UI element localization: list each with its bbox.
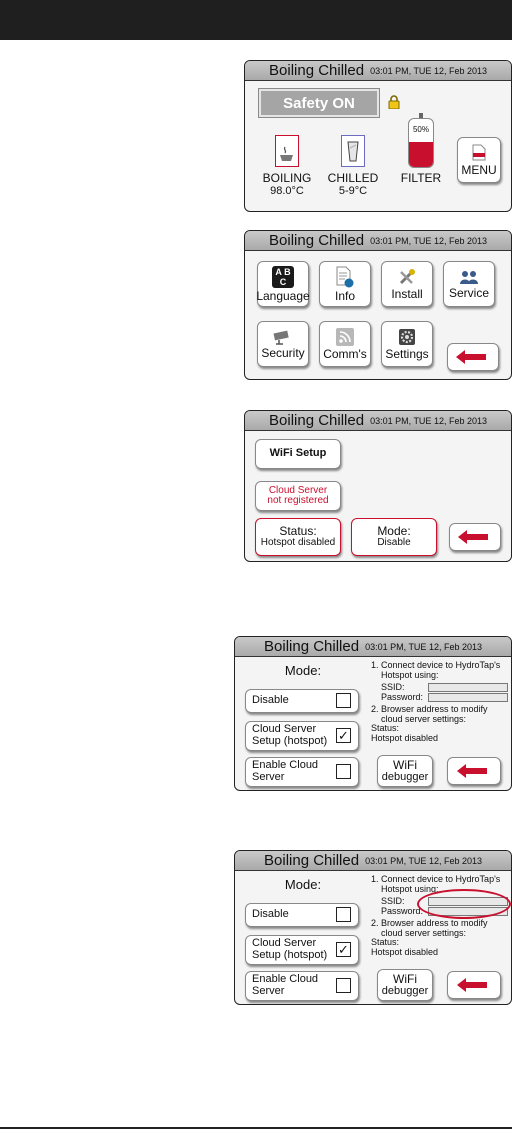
tile-comms[interactable] [319, 321, 371, 367]
step1-line1: 1. Connect device to HydroTap's [371, 660, 501, 670]
step1-line2: Hotspot using: [381, 670, 439, 680]
debugger-line-1: WiFi [393, 757, 417, 772]
tile-security[interactable] [257, 321, 309, 367]
info-icon [336, 266, 354, 288]
chilled-label: CHILLED [327, 171, 379, 185]
chilled-value: 5-9°C [338, 185, 368, 197]
filter-cylinder-icon[interactable] [408, 113, 434, 169]
cloud-line-1: Cloud Server [268, 484, 328, 496]
header-datetime: 03:01 PM, TUE 12, Feb 2013 [370, 65, 487, 76]
language-icon: A B C [272, 266, 294, 288]
tile-label: Service [448, 285, 489, 300]
safety-button[interactable] [259, 89, 379, 117]
highlight-ellipse [417, 889, 511, 919]
camera-icon [273, 329, 293, 345]
cloud-server-button[interactable] [255, 481, 341, 511]
step1-line1: 1. Connect device to HydroTap's [371, 874, 501, 884]
mode-screen [234, 636, 512, 791]
mode-screen-highlighted [234, 850, 512, 1005]
screen-header [235, 637, 511, 657]
tile-label: Info [334, 288, 355, 303]
header-datetime: 03:01 PM, TUE 12, Feb 2013 [365, 641, 482, 652]
wifi-debugger-button[interactable] [377, 969, 433, 1001]
status-label: Status: [279, 524, 317, 539]
cloud-setup-line-2: Setup (hotspot) [252, 949, 328, 961]
screen-header [245, 231, 511, 251]
disable-label: Disable [252, 694, 289, 707]
home-screen [244, 60, 512, 212]
tile-language[interactable] [257, 261, 309, 307]
enable-cloud-checkbox[interactable] [336, 764, 351, 779]
kettle-icon [279, 146, 295, 162]
cloud-setup-checkbox[interactable] [336, 728, 351, 743]
tile-service[interactable] [443, 261, 495, 307]
menu-button[interactable] [457, 137, 501, 183]
disable-checkbox[interactable] [336, 693, 351, 708]
back-button[interactable] [449, 523, 501, 551]
mode-label: Mode: [377, 524, 411, 539]
boiling-indicator[interactable] [275, 135, 299, 167]
mode-title: Mode: [284, 877, 322, 892]
filter-label: FILTER [400, 171, 442, 185]
ssid-label: SSID: [381, 682, 405, 692]
lock-icon [388, 95, 400, 109]
cloud-setup-line-1: Cloud Server [252, 723, 317, 736]
cloud-setup-line-2: Setup (hotspot) [252, 735, 328, 747]
menu-label: MENU [461, 162, 497, 177]
enable-cloud-line-1: Enable Cloud [252, 973, 319, 986]
status-value: Hotspot disabled [371, 733, 439, 743]
screen-header [235, 851, 511, 871]
header-datetime: 03:01 PM, TUE 12, Feb 2013 [370, 415, 487, 426]
boiling-value: 98.0°C [270, 185, 304, 197]
back-button[interactable] [447, 757, 501, 785]
step2-line2: cloud server settings: [381, 928, 467, 938]
mode-value: Disable [377, 537, 411, 549]
rss-icon [336, 328, 354, 346]
enable-cloud-line-2: Server [252, 771, 285, 783]
status-label: Status: [371, 723, 400, 733]
back-arrow-icon [464, 354, 486, 360]
check-mark-icon: ✓ [338, 728, 349, 743]
check-mark-icon: ✓ [338, 942, 349, 957]
tile-label: Security [261, 345, 305, 360]
debugger-line-2: debugger [381, 770, 429, 783]
safety-label: Safety ON [283, 94, 355, 112]
gear-icon [398, 328, 416, 346]
cloud-setup-checkbox[interactable] [336, 942, 351, 957]
tools-icon [398, 268, 416, 286]
status-value: Hotspot disabled [260, 537, 336, 549]
tile-label: Language [256, 288, 310, 303]
step1-line2: Hotspot using: [381, 884, 439, 894]
password-label: Password: [381, 906, 424, 916]
status-label: Status: [371, 937, 400, 947]
tile-settings[interactable] [381, 321, 433, 367]
page-top-bar [0, 0, 512, 40]
disable-checkbox[interactable] [336, 907, 351, 922]
status-button[interactable] [255, 518, 341, 556]
tile-label: Install [391, 286, 423, 301]
screen-header [245, 61, 511, 81]
header-title: Boiling Chilled [269, 62, 365, 79]
disable-label: Disable [252, 908, 289, 921]
header-title: Boiling Chilled [269, 232, 365, 249]
step2-line1: 2. Browser address to modify [371, 918, 488, 928]
tile-info[interactable] [319, 261, 371, 307]
debugger-line-2: debugger [381, 984, 429, 997]
header-title: Boiling Chilled [269, 412, 365, 429]
step2-line1: 2. Browser address to modify [371, 704, 488, 714]
status-value: Hotspot disabled [371, 947, 439, 957]
cloud-line-2: not registered [267, 495, 329, 506]
tile-label: Settings [385, 346, 429, 361]
back-arrow-icon [465, 982, 487, 988]
people-icon [459, 269, 479, 285]
document-icon [472, 144, 486, 161]
mode-title: Mode: [284, 663, 322, 678]
chilled-indicator[interactable] [341, 135, 365, 167]
tile-label: Comm's [323, 346, 367, 361]
glass-icon [346, 140, 360, 162]
back-arrow-icon [466, 534, 488, 540]
filter-level: 50% [412, 125, 429, 134]
tile-install[interactable] [381, 261, 433, 307]
step2-line2: cloud server settings: [381, 714, 467, 724]
enable-cloud-checkbox[interactable] [336, 978, 351, 993]
cloud-setup-line-1: Cloud Server [252, 937, 317, 950]
menu-screen [244, 230, 512, 380]
enable-cloud-line-1: Enable Cloud [252, 759, 319, 772]
page-bottom-rule [0, 1127, 512, 1129]
wifi-setup-button[interactable] [255, 439, 341, 469]
password-label: Password: [381, 692, 424, 702]
screen-header [245, 411, 511, 431]
header-title: Boiling Chilled [264, 852, 360, 869]
boiling-label: BOILING [262, 171, 312, 185]
ssid-label: SSID: [381, 896, 405, 906]
header-title: Boiling Chilled [264, 638, 360, 655]
wifi-setup-label: WiFi Setup [269, 447, 327, 460]
header-datetime: 03:01 PM, TUE 12, Feb 2013 [365, 855, 482, 866]
enable-cloud-line-2: Server [252, 985, 285, 997]
mode-button[interactable] [351, 518, 437, 556]
ssid-field[interactable] [428, 683, 508, 692]
comms-screen [244, 410, 512, 562]
back-button[interactable] [447, 343, 499, 371]
back-button[interactable] [447, 971, 501, 999]
header-datetime: 03:01 PM, TUE 12, Feb 2013 [370, 235, 487, 246]
back-arrow-icon [465, 768, 487, 774]
password-field[interactable] [428, 693, 508, 702]
wifi-debugger-button[interactable] [377, 755, 433, 787]
debugger-line-1: WiFi [393, 971, 417, 986]
